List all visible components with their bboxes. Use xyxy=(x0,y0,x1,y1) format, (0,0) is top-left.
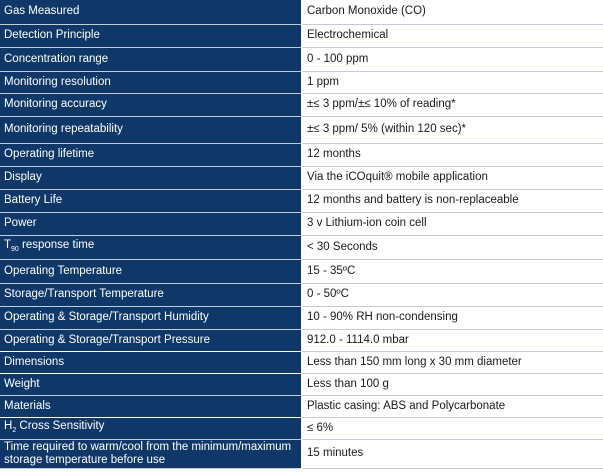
spec-value: ±≤ 3 ppm/±≤ 10% of reading* xyxy=(302,93,603,116)
spec-value: Electrochemical xyxy=(302,24,603,47)
spec-label: Display xyxy=(0,166,302,189)
spec-value: Plastic casing: ABS and Polycarbonate xyxy=(302,395,603,417)
spec-label: Time required to warm/cool from the minimum/maximum storage temperature before use xyxy=(0,439,302,468)
spec-label: Operating lifetime xyxy=(0,143,302,166)
spec-row xyxy=(0,283,603,306)
spec-label-prefix: H xyxy=(4,419,13,432)
spec-value: 10 - 90% RH non-condensing xyxy=(302,306,603,329)
spec-label: Weight xyxy=(0,373,302,395)
spec-label: Gas Measured xyxy=(0,0,302,24)
spec-value: 0 - 100 ppm xyxy=(302,47,603,71)
spec-label: Battery Life xyxy=(0,189,302,212)
spec-label: Concentration range xyxy=(0,47,302,71)
spec-label: Power xyxy=(0,212,302,235)
spec-label: Detection Principle xyxy=(0,24,302,47)
spec-row xyxy=(0,189,603,212)
spec-label-subscript: 2 xyxy=(12,426,17,434)
spec-value: 15 - 35ºC xyxy=(302,259,603,283)
spec-row xyxy=(0,116,603,143)
spec-label xyxy=(0,235,302,259)
spec-row xyxy=(0,439,603,468)
spec-row xyxy=(0,417,603,439)
spec-value: 12 months and battery is non-replaceable xyxy=(302,189,603,212)
spec-label xyxy=(0,417,302,439)
spec-label: Operating & Storage/Transport Humidity xyxy=(0,306,302,329)
spec-row xyxy=(0,329,603,351)
spec-row xyxy=(0,373,603,395)
spec-label: Monitoring repeatability xyxy=(0,116,302,143)
spec-value: Less than 150 mm long x 30 mm diameter xyxy=(302,351,603,373)
spec-row xyxy=(0,351,603,373)
spec-value: Less than 100 g xyxy=(302,373,603,395)
spec-label: Operating & Storage/Transport Pressure xyxy=(0,329,302,351)
spec-label: Monitoring accuracy xyxy=(0,93,302,116)
spec-label-prefix: T xyxy=(4,238,12,251)
spec-label: Operating Temperature xyxy=(0,259,302,283)
spec-row xyxy=(0,395,603,417)
spec-value: Via the iCOquit® mobile application xyxy=(302,166,603,189)
spec-value: 1 ppm xyxy=(302,71,603,93)
spec-label: Storage/Transport Temperature xyxy=(0,283,302,306)
spec-row xyxy=(0,306,603,329)
spec-label: Dimensions xyxy=(0,351,302,373)
spec-label: Monitoring resolution xyxy=(0,71,302,93)
spec-row xyxy=(0,0,603,24)
spec-row xyxy=(0,235,603,259)
spec-row xyxy=(0,212,603,235)
spec-row xyxy=(0,47,603,71)
spec-value: ≤ 6% xyxy=(302,417,603,439)
spec-value: 12 months xyxy=(302,143,603,166)
spec-label-suffix: Cross Sensitivity xyxy=(16,419,105,432)
spec-row xyxy=(0,143,603,166)
spec-value: 912.0 - 1114.0 mbar xyxy=(302,329,603,351)
spec-label-subscript: 90 xyxy=(11,245,19,253)
spec-value: ±≤ 3 ppm/ 5% (within 120 sec)* xyxy=(302,116,603,143)
spec-value: 15 minutes xyxy=(302,439,603,468)
spec-label: Materials xyxy=(0,395,302,417)
spec-value: 0 - 50ºC xyxy=(302,283,603,306)
spec-row xyxy=(0,71,603,93)
spec-row xyxy=(0,24,603,47)
spec-value: < 30 Seconds xyxy=(302,235,603,259)
spec-value: 3 v Lithium-ion coin cell xyxy=(302,212,603,235)
spec-row xyxy=(0,259,603,283)
spec-row xyxy=(0,93,603,116)
spec-value: Carbon Monoxide (CO) xyxy=(302,0,603,24)
spec-row xyxy=(0,166,603,189)
spec-label-suffix: response time xyxy=(18,238,95,251)
